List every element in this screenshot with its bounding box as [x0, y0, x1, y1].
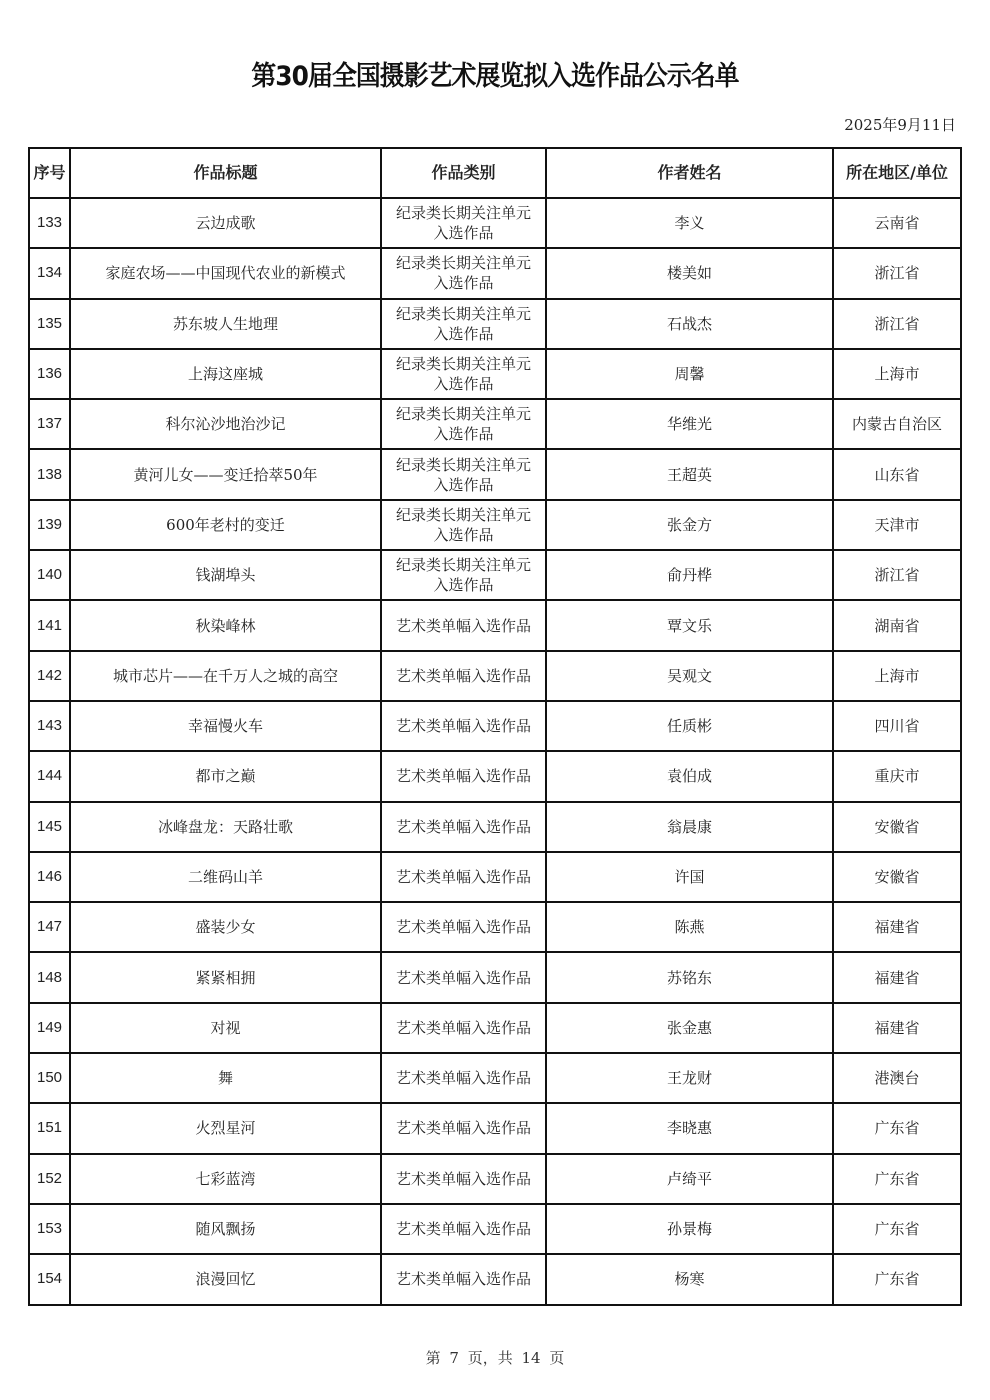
cell-title: 盛装少女: [70, 902, 381, 952]
cell-number: 142: [29, 651, 70, 701]
cell-category: [381, 902, 546, 952]
cell-number: 139: [29, 500, 70, 550]
cell-title: 幸福慢火车: [70, 701, 381, 751]
cell-author: 袁伯成: [546, 751, 833, 801]
cell-category: [381, 1204, 546, 1254]
category-line-2: 入选作品: [433, 324, 494, 343]
cell-author: 苏铭东: [546, 952, 833, 1002]
cell-category: [381, 299, 546, 349]
cell-title: 七彩蓝湾: [70, 1154, 381, 1204]
cell-number: 149: [29, 1003, 70, 1053]
cell-title: 浪漫回忆: [70, 1254, 381, 1304]
cell-region: 上海市: [833, 651, 961, 701]
cell-number: 140: [29, 550, 70, 600]
cell-author: 张金惠: [546, 1003, 833, 1053]
cell-region: 安徽省: [833, 802, 961, 852]
cell-title: 家庭农场——中国现代农业的新模式: [70, 248, 381, 298]
cell-author: 任质彬: [546, 701, 833, 751]
cell-category: [381, 198, 546, 248]
table-row: [29, 500, 961, 550]
cell-title: 苏东坡人生地理: [70, 299, 381, 349]
cell-category: [381, 751, 546, 801]
cell-title: 随风飘扬: [70, 1204, 381, 1254]
cell-title: 科尔沁沙地治沙记: [70, 399, 381, 449]
cell-author: 杨寒: [546, 1254, 833, 1304]
cell-number: 135: [29, 299, 70, 349]
header-number: 序号: [29, 148, 70, 198]
category-line-1: 艺术类单幅入选作品: [395, 767, 531, 786]
category-line-1: 艺术类单幅入选作品: [395, 1220, 531, 1239]
category-line-2: 入选作品: [433, 425, 494, 444]
category-line-1: 纪录类长期关注单元: [395, 355, 531, 374]
category-line-2: 入选作品: [433, 576, 494, 595]
table-row: [29, 1204, 961, 1254]
cell-title: 上海这座城: [70, 349, 381, 399]
category-line-1: 纪录类长期关注单元: [395, 455, 531, 474]
table-row: [29, 1154, 961, 1204]
category-line-1: 艺术类单幅入选作品: [395, 1169, 531, 1188]
cell-number: 141: [29, 600, 70, 650]
cell-region: 内蒙古自治区: [833, 399, 961, 449]
cell-author: 华维光: [546, 399, 833, 449]
cell-number: 152: [29, 1154, 70, 1204]
category-line-2: 入选作品: [433, 525, 494, 544]
cell-region: 山东省: [833, 449, 961, 499]
header-region: 所在地区/单位: [833, 148, 961, 198]
cell-category: [381, 651, 546, 701]
cell-category: [381, 1254, 546, 1304]
category-line-1: 艺术类单幅入选作品: [395, 868, 531, 886]
cell-title: 秋染峰林: [70, 600, 381, 650]
cell-category: [381, 1053, 546, 1103]
table-row: [29, 399, 961, 449]
table-row: [29, 349, 961, 399]
cell-number: 154: [29, 1254, 70, 1304]
cell-category: [381, 1103, 546, 1153]
cell-number: 145: [29, 802, 70, 852]
table-row: [29, 701, 961, 751]
cell-author: 陈燕: [546, 902, 833, 952]
cell-region: 天津市: [833, 500, 961, 550]
category-line-1: 艺术类单幅入选作品: [395, 717, 531, 736]
total-pages: 14: [521, 1349, 541, 1367]
cell-region: 福建省: [833, 1003, 961, 1053]
category-line-2: 入选作品: [433, 375, 494, 394]
publication-date: 2025年9月11日: [844, 116, 956, 134]
cell-number: 136: [29, 349, 70, 399]
table-row: [29, 1003, 961, 1053]
cell-author: 石战杰: [546, 299, 833, 349]
category-line-1: 纪录类长期关注单元: [395, 204, 531, 223]
cell-author: 吴观文: [546, 651, 833, 701]
cell-region: 四川省: [833, 701, 961, 751]
category-line-1: 艺术类单幅入选作品: [395, 817, 531, 836]
table-row: [29, 449, 961, 499]
cell-region: 浙江省: [833, 248, 961, 298]
category-line-1: 纪录类长期关注单元: [395, 505, 531, 524]
cell-author: 俞丹桦: [546, 550, 833, 600]
cell-category: [381, 1154, 546, 1204]
table-row: [29, 248, 961, 298]
page-footer: [0, 1347, 990, 1368]
cell-title: 云边成歌: [70, 198, 381, 248]
cell-number: 138: [29, 449, 70, 499]
table-row: [29, 299, 961, 349]
cell-category: [381, 449, 546, 499]
document-title: 第30届全国摄影艺术展览拟入选作品公示名单: [251, 61, 739, 92]
category-line-1: 艺术类单幅入选作品: [395, 616, 531, 635]
category-line-1: 纪录类长期关注单元: [395, 556, 531, 575]
cell-number: 151: [29, 1103, 70, 1153]
cell-category: [381, 248, 546, 298]
table-row: [29, 952, 961, 1002]
cell-number: 143: [29, 701, 70, 751]
cell-title: 冰峰盘龙：天路壮歌: [70, 802, 381, 852]
table-row: [29, 198, 961, 248]
cell-number: 144: [29, 751, 70, 801]
cell-region: 浙江省: [833, 550, 961, 600]
cell-author: 张金方: [546, 500, 833, 550]
cell-category: [381, 701, 546, 751]
cell-title: 二维码山羊: [70, 852, 381, 902]
cell-region: 重庆市: [833, 751, 961, 801]
category-line-2: 入选作品: [433, 475, 494, 494]
cell-number: 153: [29, 1204, 70, 1254]
cell-region: 福建省: [833, 952, 961, 1002]
cell-category: [381, 1003, 546, 1053]
cell-author: 王龙财: [546, 1053, 833, 1103]
cell-author: 许国: [546, 852, 833, 902]
cell-title: 城市芯片——在千万人之城的高空: [70, 651, 381, 701]
table-header-row: [29, 148, 961, 198]
cell-region: 湖南省: [833, 600, 961, 650]
cell-number: 133: [29, 198, 70, 248]
table-row: [29, 550, 961, 600]
cell-number: 150: [29, 1053, 70, 1103]
cell-title: 舞: [70, 1053, 381, 1103]
cell-author: 卢绮平: [546, 1154, 833, 1204]
cell-title: 都市之巅: [70, 751, 381, 801]
table-row: [29, 802, 961, 852]
cell-number: 134: [29, 248, 70, 298]
table-row: [29, 651, 961, 701]
table-row: [29, 751, 961, 801]
cell-title: 600年老村的变迁: [70, 500, 381, 550]
category-line-2: 入选作品: [433, 274, 494, 293]
table-row: [29, 1254, 961, 1304]
category-line-1: 艺术类单幅入选作品: [395, 1119, 531, 1138]
category-line-1: 艺术类单幅入选作品: [395, 666, 531, 685]
cell-region: 广东省: [833, 1103, 961, 1153]
category-line-1: 纪录类长期关注单元: [395, 304, 531, 323]
cell-region: 云南省: [833, 198, 961, 248]
header-category: 作品类别: [381, 148, 546, 198]
cell-region: 广东省: [833, 1204, 961, 1254]
current-page: 7: [449, 1349, 459, 1367]
cell-category: [381, 952, 546, 1002]
cell-number: 148: [29, 952, 70, 1002]
cell-category: [381, 349, 546, 399]
cell-title: 钱湖埠头: [70, 550, 381, 600]
header-author: 作者姓名: [546, 148, 833, 198]
table-row: [29, 600, 961, 650]
cell-title: 紧紧相拥: [70, 952, 381, 1002]
cell-author: 楼美如: [546, 248, 833, 298]
table-row: [29, 1103, 961, 1153]
cell-author: 覃文乐: [546, 600, 833, 650]
cell-category: [381, 600, 546, 650]
cell-category: [381, 550, 546, 600]
cell-region: 港澳台: [833, 1053, 961, 1103]
category-line-1: 艺术类单幅入选作品: [395, 1069, 531, 1088]
cell-author: 翁晨康: [546, 802, 833, 852]
cell-category: [381, 852, 546, 902]
header-title: 作品标题: [70, 148, 381, 198]
cell-category: [381, 500, 546, 550]
cell-number: 137: [29, 399, 70, 449]
cell-author: 李义: [546, 198, 833, 248]
cell-title: 黄河儿女——变迁拾萃50年: [70, 449, 381, 499]
cell-title: 对视: [70, 1003, 381, 1053]
cell-category: [381, 802, 546, 852]
cell-region: 浙江省: [833, 299, 961, 349]
cell-author: 李晓惠: [546, 1103, 833, 1153]
cell-region: 广东省: [833, 1254, 961, 1304]
cell-author: 王超英: [546, 449, 833, 499]
cell-region: 广东省: [833, 1154, 961, 1204]
cell-author: 周馨: [546, 349, 833, 399]
category-line-1: 艺术类单幅入选作品: [395, 918, 531, 937]
cell-title: 火烈星河: [70, 1103, 381, 1153]
category-line-1: 艺术类单幅入选作品: [395, 1018, 531, 1037]
page-mid: 页，共: [467, 1349, 513, 1367]
category-line-1: 纪录类长期关注单元: [395, 405, 531, 424]
cell-author: 孙景梅: [546, 1204, 833, 1254]
cell-number: 147: [29, 902, 70, 952]
selection-list-table: [28, 147, 962, 1306]
page-prefix: 第: [425, 1349, 441, 1367]
category-line-1: 纪录类长期关注单元: [395, 254, 531, 273]
table-row: [29, 852, 961, 902]
cell-number: 146: [29, 852, 70, 902]
category-line-1: 艺术类单幅入选作品: [395, 968, 531, 987]
cell-category: [381, 399, 546, 449]
table-row: [29, 902, 961, 952]
category-line-2: 入选作品: [433, 224, 494, 243]
table-row: [29, 1053, 961, 1103]
cell-region: 安徽省: [833, 852, 961, 902]
cell-region: 福建省: [833, 902, 961, 952]
table-body: [29, 198, 961, 1305]
category-line-1: 艺术类单幅入选作品: [395, 1270, 531, 1289]
cell-region: 上海市: [833, 349, 961, 399]
page-suffix: 页: [549, 1349, 565, 1367]
